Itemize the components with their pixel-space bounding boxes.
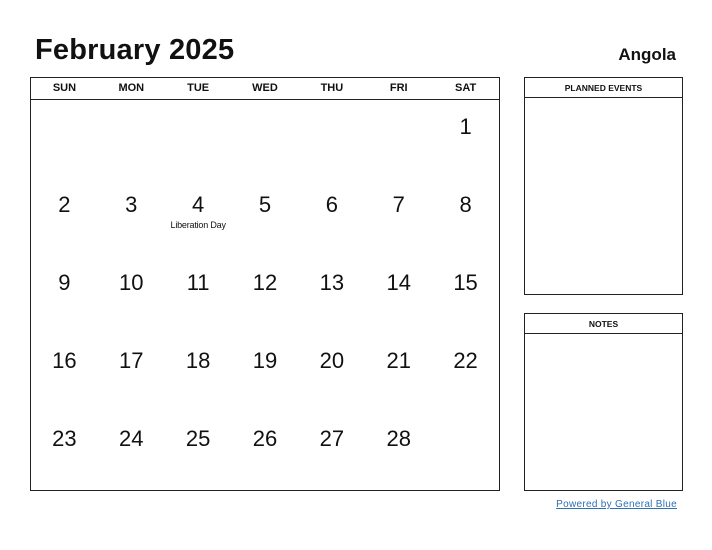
weekday-thu: THU xyxy=(320,82,344,94)
day-cell xyxy=(98,178,165,256)
notes-panel xyxy=(524,313,683,491)
day-cell xyxy=(432,256,499,334)
day-number: 5 xyxy=(258,192,272,217)
day-cell xyxy=(98,100,165,178)
day-cell xyxy=(98,412,165,490)
day-cell xyxy=(232,256,299,334)
day-cell xyxy=(298,412,365,490)
day-number: 6 xyxy=(325,192,338,217)
day-number: 23 xyxy=(52,426,77,451)
day-grid xyxy=(31,100,499,490)
weekday-wed: WED xyxy=(252,82,278,94)
day-cell xyxy=(432,100,499,178)
day-number: 7 xyxy=(392,192,405,217)
day-cell xyxy=(98,334,165,412)
day-number: 18 xyxy=(185,348,211,373)
day-cell xyxy=(232,412,299,490)
day-cell xyxy=(31,178,98,256)
day-cell xyxy=(31,412,98,490)
day-cell xyxy=(365,100,432,178)
day-cell xyxy=(432,178,499,256)
day-number: 25 xyxy=(185,426,211,451)
day-cell xyxy=(298,100,365,178)
day-cell xyxy=(298,256,365,334)
day-number: 3 xyxy=(125,192,138,217)
day-cell xyxy=(365,178,432,256)
day-number: 4 xyxy=(192,192,205,217)
day-cell xyxy=(31,100,98,178)
planned-events-header: PLANNED EVENTS xyxy=(525,78,682,98)
day-cell xyxy=(232,100,299,178)
day-number: 26 xyxy=(252,426,278,451)
day-cell xyxy=(165,100,232,178)
day-cell xyxy=(432,412,499,490)
weekday-tue: TUE xyxy=(187,82,210,94)
day-number: 11 xyxy=(186,270,210,295)
day-cell xyxy=(165,178,232,256)
calendar-title: February 2025 xyxy=(35,34,235,66)
day-number: 22 xyxy=(453,348,478,373)
day-number: 19 xyxy=(252,348,278,373)
day-cell xyxy=(298,178,365,256)
weekday-sun: SUN xyxy=(52,82,77,94)
country-label: Angola xyxy=(618,45,676,64)
day-number: 12 xyxy=(252,270,278,295)
day-number: 28 xyxy=(386,426,411,451)
weekday-sat: SAT xyxy=(454,82,477,94)
weekday-header-row xyxy=(31,78,499,100)
day-cell xyxy=(31,334,98,412)
day-cell xyxy=(165,412,232,490)
day-number: 15 xyxy=(453,270,478,295)
day-number: 8 xyxy=(459,192,472,217)
day-cell xyxy=(98,256,165,334)
calendar-grid xyxy=(30,77,500,491)
day-number: 2 xyxy=(58,192,71,217)
day-number: 24 xyxy=(119,426,144,451)
day-cell xyxy=(432,334,499,412)
day-cell xyxy=(365,256,432,334)
day-number: 9 xyxy=(58,270,71,295)
day-number: 20 xyxy=(319,348,345,373)
day-cell xyxy=(298,334,365,412)
day-cell xyxy=(232,178,299,256)
day-cell xyxy=(165,334,232,412)
day-number: 1 xyxy=(459,114,472,139)
day-number: 13 xyxy=(319,270,345,295)
day-number: 27 xyxy=(319,426,345,451)
day-number: 10 xyxy=(119,270,144,295)
day-number: 17 xyxy=(119,348,144,373)
notes-header: NOTES xyxy=(525,314,682,334)
day-number: 16 xyxy=(52,348,77,373)
day-cell xyxy=(232,334,299,412)
day-cell xyxy=(31,256,98,334)
planned-events-panel xyxy=(524,77,683,295)
day-cell xyxy=(165,256,232,334)
day-number: 21 xyxy=(386,348,411,373)
weekday-fri: FRI xyxy=(389,82,408,94)
powered-by-link[interactable]: Powered by General Blue xyxy=(556,499,677,510)
day-number: 14 xyxy=(386,270,411,295)
holiday-label: Liberation Day xyxy=(170,220,226,230)
day-cell xyxy=(365,412,432,490)
day-cell xyxy=(365,334,432,412)
weekday-mon: MON xyxy=(118,82,145,94)
